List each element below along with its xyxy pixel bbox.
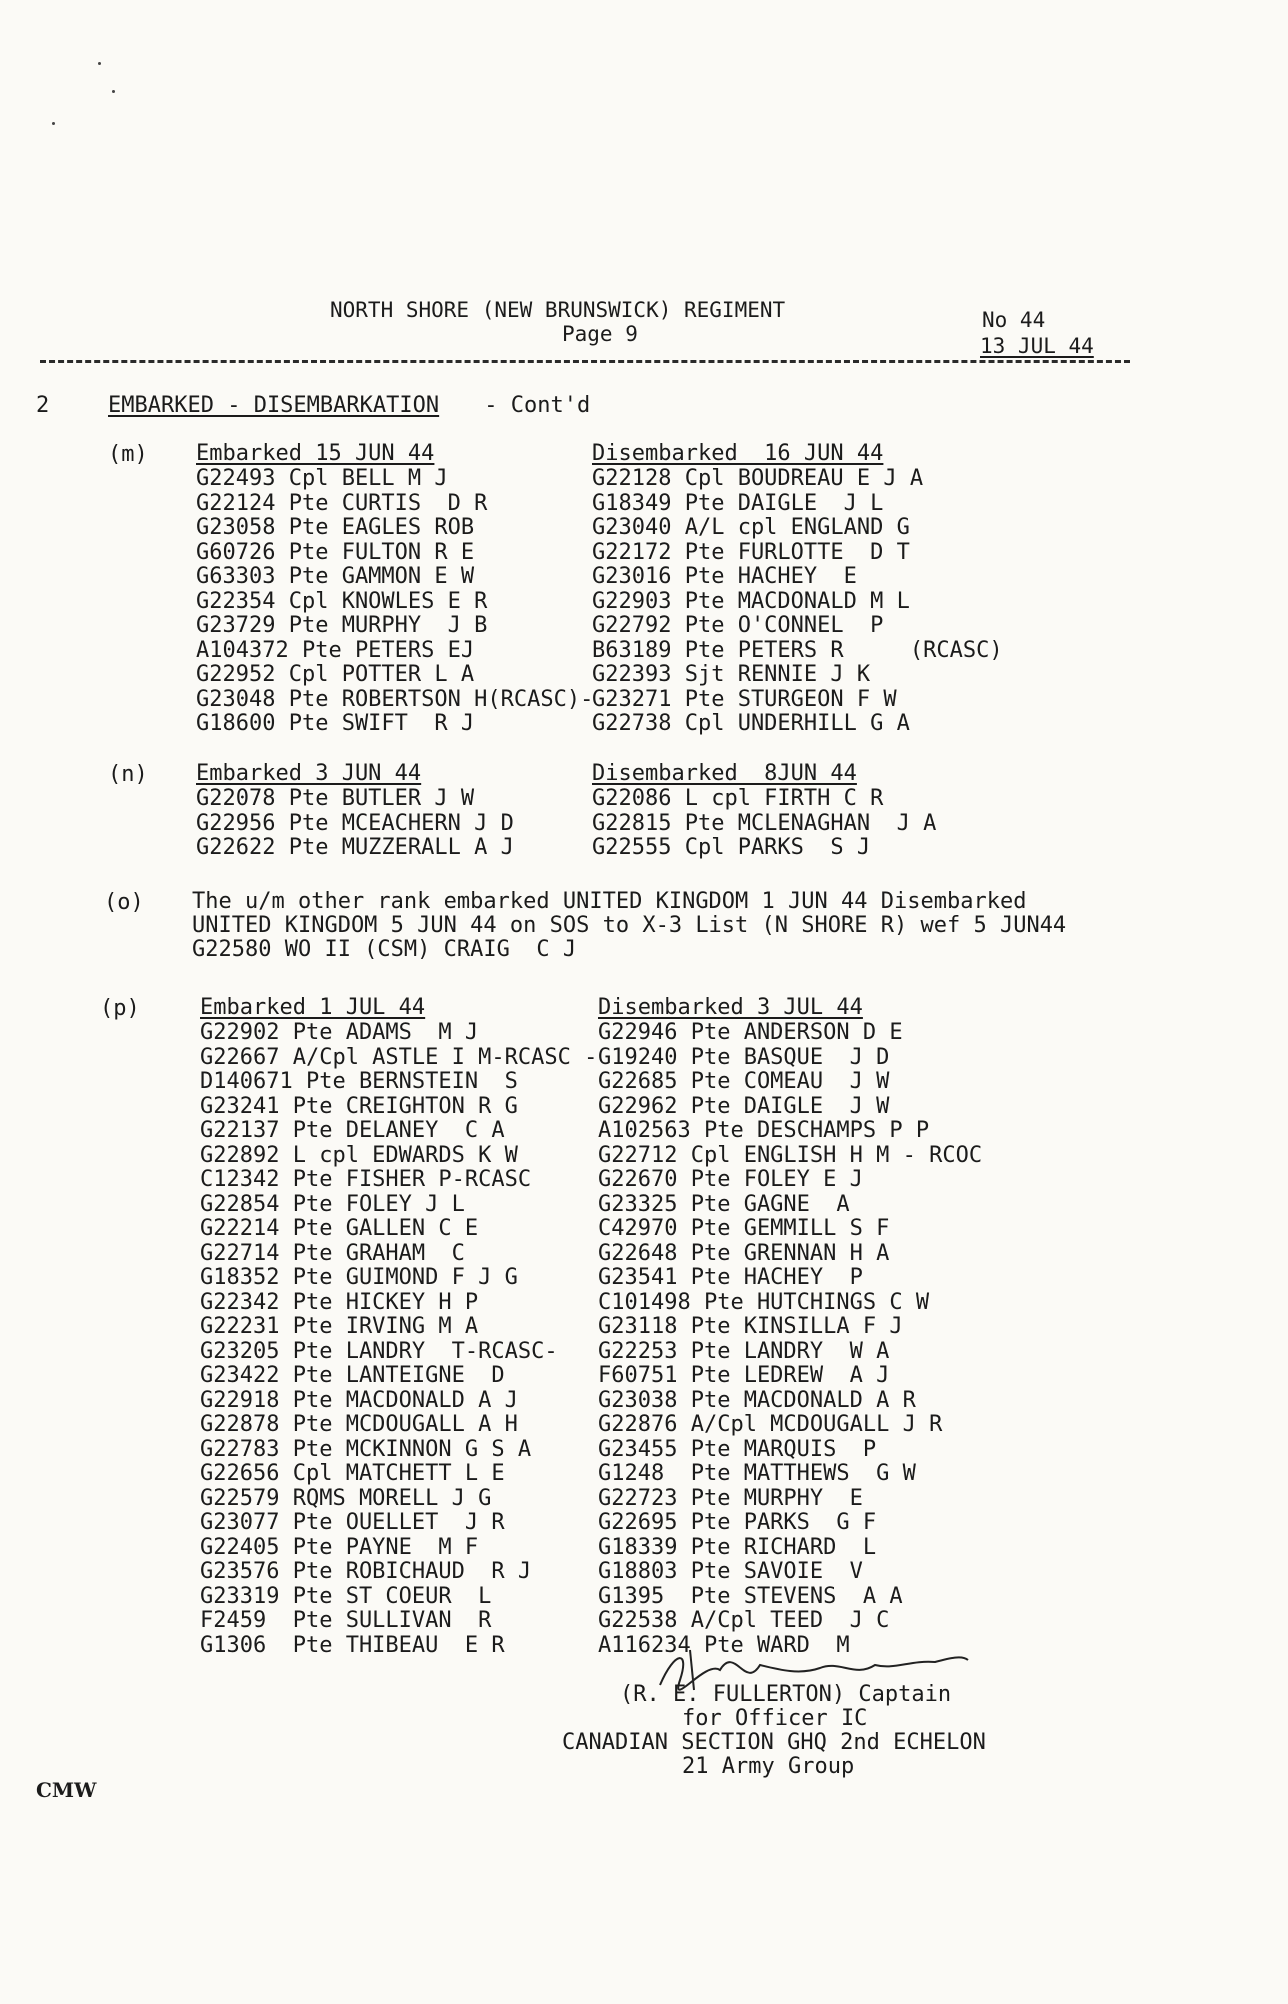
block-label-o: (o) bbox=[104, 890, 144, 915]
section-number: 2 bbox=[36, 393, 50, 418]
personnel-entry: G22783 Pte MCKINNON G S A bbox=[200, 1436, 532, 1462]
personnel-entry: C12342 Pte FISHER P-RCASC bbox=[200, 1167, 532, 1192]
embarked-heading-p: Embarked 1 JUL 44 bbox=[200, 995, 426, 1020]
typist-initials: CMW bbox=[36, 1778, 97, 1802]
personnel-entry: G22124 Pte CURTIS D R bbox=[196, 490, 488, 516]
disembarked-heading-p: Disembarked 3 JUL 44 bbox=[598, 995, 863, 1020]
embarked-list-m bbox=[196, 467, 593, 737]
personnel-entry: G22712 Cpl ENGLISH H M - RCOC bbox=[598, 1142, 983, 1168]
personnel-entry: G19240 Pte BASQUE J D bbox=[598, 1044, 890, 1070]
personnel-entry: G18352 Pte GUIMOND F J G bbox=[200, 1265, 518, 1290]
personnel-entry: G22946 Pte ANDERSON D E bbox=[598, 1020, 903, 1045]
personnel-entry: G23241 Pte CREIGHTON R G bbox=[200, 1093, 518, 1119]
regiment-title: NORTH SHORE (NEW BRUNSWICK) REGIMENT bbox=[330, 298, 786, 322]
personnel-entry: G22405 Pte PAYNE M F bbox=[200, 1534, 479, 1560]
personnel-entry: G63303 Pte GAMMON E W bbox=[196, 564, 475, 589]
personnel-entry: G23205 Pte LANDRY T-RCASC- bbox=[200, 1338, 558, 1364]
speck bbox=[112, 90, 115, 93]
document-number: No 44 bbox=[982, 308, 1046, 332]
personnel-entry: G22952 Cpl POTTER L A bbox=[196, 662, 475, 687]
personnel-entry: A102563 Pte DESCHAMPS P P bbox=[598, 1118, 930, 1143]
personnel-entry: G22137 Pte DELANEY C A bbox=[200, 1118, 505, 1143]
personnel-entry: G1306 Pte THIBEAU E R bbox=[200, 1632, 505, 1658]
personnel-entry: D140671 Pte BERNSTEIN S bbox=[200, 1069, 518, 1094]
personnel-entry: G23048 Pte ROBERTSON H(RCASC)- bbox=[196, 686, 594, 712]
signatory-group: 21 Army Group bbox=[682, 1754, 855, 1779]
personnel-entry: C42970 Pte GEMMILL S F bbox=[598, 1216, 890, 1241]
personnel-entry: G22128 Cpl BOUDREAU E J A bbox=[592, 466, 924, 491]
personnel-entry: G23729 Pte MURPHY J B bbox=[196, 613, 488, 638]
disembarked-list-n bbox=[592, 787, 936, 861]
personnel-entry: G22695 Pte PARKS G F bbox=[598, 1510, 877, 1535]
personnel-entry: G22214 Pte GALLEN C E bbox=[200, 1216, 479, 1241]
personnel-entry: G23058 Pte EAGLES ROB bbox=[196, 515, 475, 540]
paragraph-line: G22580 WO II (CSM) CRAIG C J bbox=[192, 937, 577, 962]
personnel-entry: G22538 A/Cpl TEED J C bbox=[598, 1608, 890, 1633]
personnel-entry: G23541 Pte HACHEY P bbox=[598, 1265, 863, 1290]
personnel-entry: G22354 Cpl KNOWLES E R bbox=[196, 588, 488, 614]
header-divider bbox=[40, 360, 1130, 363]
personnel-entry: G22493 Cpl BELL M J bbox=[196, 466, 448, 491]
personnel-entry: G22892 L cpl EDWARDS K W bbox=[200, 1142, 518, 1168]
disembarked-list-p bbox=[598, 1021, 982, 1658]
personnel-entry: G22667 A/Cpl ASTLE I M-RCASC - bbox=[200, 1044, 598, 1070]
disembarked-heading-n: Disembarked 8JUN 44 bbox=[592, 761, 857, 786]
personnel-entry: G22738 Cpl UNDERHILL G A bbox=[592, 711, 910, 736]
personnel-entry: G22622 Pte MUZZERALL A J bbox=[196, 835, 514, 860]
personnel-entry: G22815 Pte MCLENAGHAN J A bbox=[592, 810, 937, 836]
block-label-n: (n) bbox=[108, 762, 148, 787]
personnel-entry: F2459 Pte SULLIVAN R bbox=[200, 1608, 492, 1633]
signatory-name: (R. E. FULLERTON) Captain bbox=[620, 1682, 952, 1707]
section-title-suffix: - Cont'd bbox=[471, 393, 591, 418]
personnel-entry: G22648 Pte GRENNAN H A bbox=[598, 1240, 890, 1266]
personnel-entry: F60751 Pte LEDREW A J bbox=[598, 1363, 890, 1388]
personnel-entry: G22579 RQMS MORELL J G bbox=[200, 1485, 492, 1511]
personnel-entry: G22956 Pte MCEACHERN J D bbox=[196, 810, 514, 836]
signatory-for: for Officer IC bbox=[682, 1706, 868, 1731]
personnel-entry: G60726 Pte FULTON R E bbox=[196, 539, 475, 565]
document-date: 13 JUL 44 bbox=[980, 334, 1094, 358]
personnel-entry: G22078 Pte BUTLER J W bbox=[196, 786, 475, 811]
embarked-list-p bbox=[200, 1021, 597, 1658]
paragraph-line: UNITED KINGDOM 5 JUN 44 on SOS to X-3 List (N SHORE R) wef 5 JUN44 bbox=[192, 913, 1067, 938]
personnel-entry: G22902 Pte ADAMS M J bbox=[200, 1020, 479, 1045]
disembarked-list-m bbox=[592, 467, 1003, 737]
personnel-entry: C101498 Pte HUTCHINGS C W bbox=[598, 1289, 930, 1315]
personnel-entry: G23040 A/L cpl ENGLAND G bbox=[592, 515, 910, 540]
personnel-entry: G18803 Pte SAVOIE V bbox=[598, 1559, 863, 1584]
block-label-p: (p) bbox=[100, 996, 140, 1021]
personnel-entry: G18339 Pte RICHARD L bbox=[598, 1534, 877, 1560]
personnel-entry: G22393 Sjt RENNIE J K bbox=[592, 662, 871, 687]
personnel-entry: G22231 Pte IRVING M A bbox=[200, 1314, 479, 1339]
signatory-unit: CANADIAN SECTION GHQ 2nd ECHELON bbox=[562, 1730, 986, 1755]
personnel-entry: G22656 Cpl MATCHETT L E bbox=[200, 1461, 505, 1486]
personnel-entry: G22876 A/Cpl MCDOUGALL J R bbox=[598, 1412, 943, 1437]
embarked-heading-m: Embarked 15 JUN 44 bbox=[196, 441, 435, 466]
personnel-entry: B63189 Pte PETERS R (RCASC) bbox=[592, 637, 1003, 663]
section-title: EMBARKED - DISEMBARKATION bbox=[108, 393, 440, 418]
personnel-entry: G22854 Pte FOLEY J L bbox=[200, 1191, 465, 1217]
personnel-entry: G1395 Pte STEVENS A A bbox=[598, 1583, 903, 1609]
personnel-entry: G22878 Pte MCDOUGALL A H bbox=[200, 1412, 518, 1437]
personnel-entry: G22086 L cpl FIRTH C R bbox=[592, 786, 884, 811]
personnel-entry: G23077 Pte OUELLET J R bbox=[200, 1510, 505, 1535]
personnel-entry: G23455 Pte MARQUIS P bbox=[598, 1436, 877, 1462]
personnel-entry: G22792 Pte O'CONNEL P bbox=[592, 613, 884, 638]
personnel-entry: G22253 Pte LANDRY W A bbox=[598, 1338, 890, 1364]
personnel-entry: G22172 Pte FURLOTTE D T bbox=[592, 539, 910, 565]
personnel-entry: G23319 Pte ST COEUR L bbox=[200, 1583, 492, 1609]
paragraph-line: The u/m other rank embarked UNITED KINGDOM 1 JUN 44 Disembarked bbox=[192, 889, 1027, 914]
personnel-entry: G22555 Cpl PARKS S J bbox=[592, 835, 871, 860]
personnel-entry: G22342 Pte HICKEY H P bbox=[200, 1289, 479, 1315]
personnel-entry: G1248 Pte MATTHEWS G W bbox=[598, 1461, 916, 1486]
personnel-entry: G23422 Pte LANTEIGNE D bbox=[200, 1363, 505, 1388]
personnel-entry: G18349 Pte DAIGLE J L bbox=[592, 490, 884, 516]
personnel-entry: G22714 Pte GRAHAM C bbox=[200, 1240, 465, 1266]
personnel-entry: G22918 Pte MACDONALD A J bbox=[200, 1387, 518, 1413]
disembarked-heading-m: Disembarked 16 JUN 44 bbox=[592, 441, 884, 466]
personnel-entry: G18600 Pte SWIFT R J bbox=[196, 711, 475, 736]
page-number: Page 9 bbox=[562, 322, 638, 346]
personnel-entry: G23118 Pte KINSILLA F J bbox=[598, 1314, 903, 1339]
personnel-entry: G22903 Pte MACDONALD M L bbox=[592, 588, 910, 614]
embarked-heading-n: Embarked 3 JUN 44 bbox=[196, 761, 422, 786]
speck bbox=[98, 62, 101, 65]
personnel-entry: G22962 Pte DAIGLE J W bbox=[598, 1093, 890, 1119]
personnel-entry: G22685 Pte COMEAU J W bbox=[598, 1069, 890, 1094]
personnel-entry: G23271 Pte STURGEON F W bbox=[592, 686, 897, 712]
personnel-entry: A116234 Pte WARD M bbox=[598, 1632, 850, 1658]
personnel-entry: G22670 Pte FOLEY E J bbox=[598, 1167, 863, 1192]
speck bbox=[52, 122, 55, 125]
block-label-m: (m) bbox=[108, 442, 148, 467]
personnel-entry: G22723 Pte MURPHY E bbox=[598, 1485, 863, 1511]
personnel-entry: G23016 Pte HACHEY E bbox=[592, 564, 857, 589]
personnel-entry: G23038 Pte MACDONALD A R bbox=[598, 1387, 916, 1413]
personnel-entry: A104372 Pte PETERS EJ bbox=[196, 637, 475, 663]
embarked-list-n bbox=[196, 787, 514, 861]
personnel-entry: G23576 Pte ROBICHAUD R J bbox=[200, 1559, 532, 1584]
personnel-entry: G23325 Pte GAGNE A bbox=[598, 1191, 850, 1217]
